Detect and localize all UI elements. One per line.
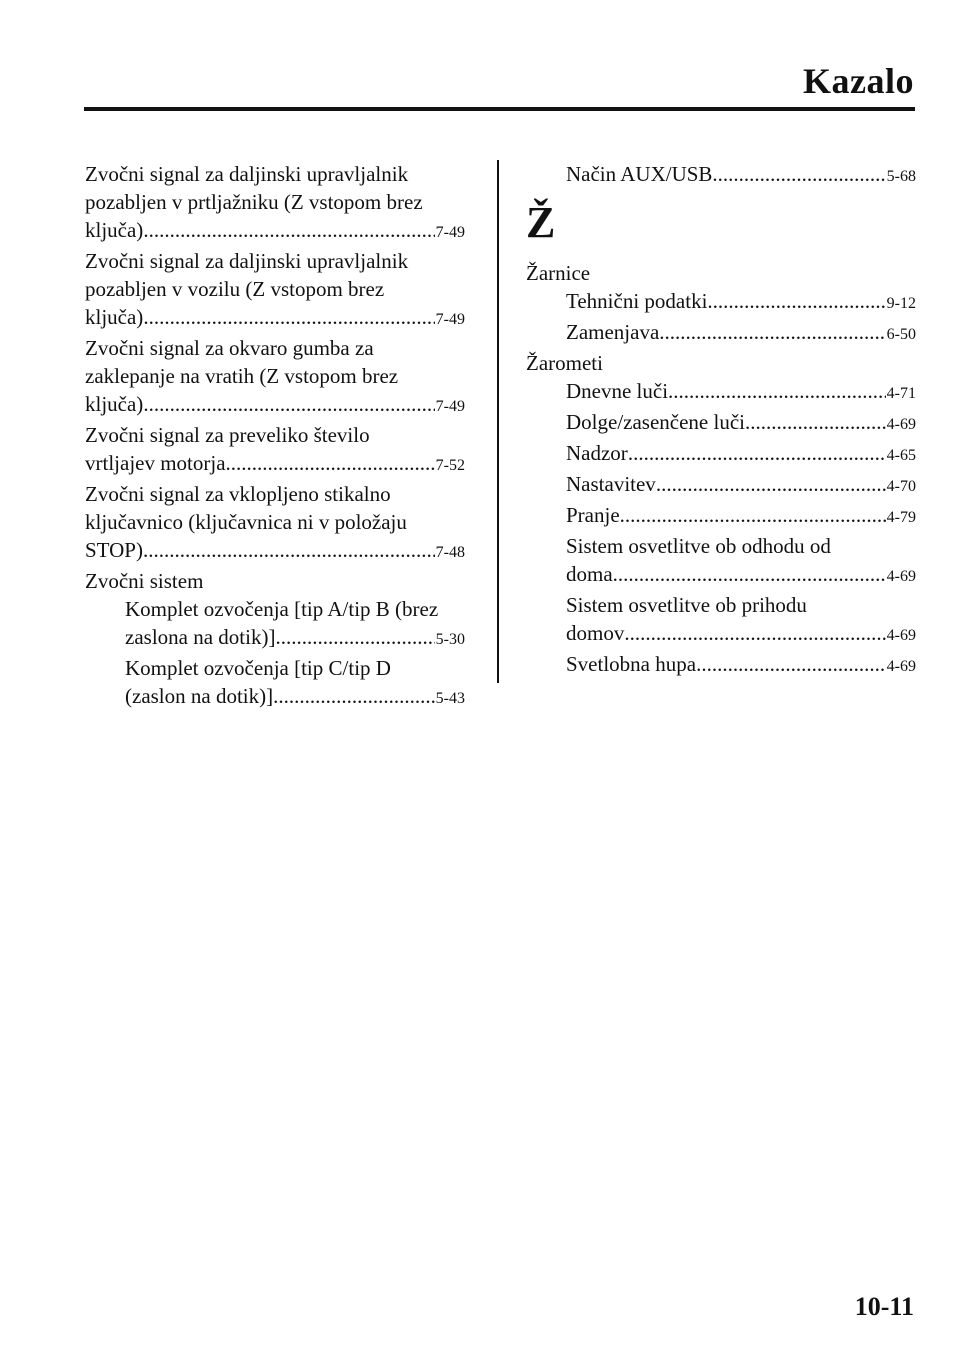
page-reference: 4-70 xyxy=(886,478,916,495)
index-subentry xyxy=(526,532,916,591)
index-entry xyxy=(85,334,465,421)
index-column-right xyxy=(526,160,916,681)
index-letter-heading: Ž xyxy=(526,198,556,247)
index-subentry xyxy=(526,160,916,191)
page-reference: 4-69 xyxy=(886,658,916,675)
page-reference: 4-65 xyxy=(886,447,916,464)
dot-leader xyxy=(628,439,886,467)
page-reference: 4-79 xyxy=(886,509,916,526)
entry-text: Pranje xyxy=(566,503,620,527)
index-subentry xyxy=(526,591,916,650)
entry-last-line xyxy=(85,216,465,247)
page-header-title: Kazalo xyxy=(803,61,914,101)
entry-text-line: Zvočni signal za okvaro gumba za xyxy=(85,336,374,360)
page-reference: 5-30 xyxy=(435,631,465,648)
entry-text: zaslona na dotik)] xyxy=(125,625,276,649)
entry-text-line: pozabljen v vozilu (Z vstopom brez xyxy=(85,277,385,301)
page-reference: 5-68 xyxy=(886,168,916,185)
index-subentry xyxy=(526,650,916,681)
dot-leader xyxy=(707,287,885,315)
page-reference: 7-49 xyxy=(435,398,465,415)
entry-text: Žarometi xyxy=(526,351,603,375)
page-reference: 7-52 xyxy=(435,457,465,474)
entry-last-line xyxy=(85,449,465,480)
entry-last-line xyxy=(85,567,465,595)
index-entry xyxy=(85,247,465,334)
entry-text: (zaslon na dotik)] xyxy=(125,684,274,708)
dot-leader xyxy=(712,160,885,188)
entry-text: ključa) xyxy=(85,392,144,416)
column-divider xyxy=(497,160,499,683)
index-subentry xyxy=(526,501,916,532)
dot-leader xyxy=(143,216,434,244)
entry-text-line: Zvočni signal za preveliko število xyxy=(85,423,370,447)
index-subentry xyxy=(526,439,916,470)
page-number: 10-11 xyxy=(854,1292,914,1321)
entry-text-line: Sistem osvetlitve ob odhodu od xyxy=(566,534,831,558)
entry-text-line: Komplet ozvočenja [tip C/tip D xyxy=(125,656,391,680)
entry-last-line xyxy=(566,439,916,470)
entry-last-line xyxy=(566,318,916,349)
page-reference: 7-49 xyxy=(435,224,465,241)
dot-leader xyxy=(275,623,434,651)
dot-leader xyxy=(745,408,886,436)
entry-text: Dolge/zasenčene luči xyxy=(566,410,745,434)
index-subentry xyxy=(526,470,916,501)
index-subentry xyxy=(526,287,916,318)
dot-leader xyxy=(696,650,886,678)
index-subentry xyxy=(526,377,916,408)
entry-text: Zvočni sistem xyxy=(85,569,204,593)
entry-text-line: pozabljen v prtljažniku (Z vstopom brez xyxy=(85,190,423,214)
page-reference: 4-69 xyxy=(886,568,916,585)
entry-text: ključa) xyxy=(85,305,144,329)
entry-text-line: Zvočni signal za daljinski upravljalnik xyxy=(85,162,409,186)
entry-last-line xyxy=(526,349,916,377)
entry-last-line xyxy=(85,390,465,421)
entry-text: Žarnice xyxy=(526,261,591,285)
page-reference: 4-69 xyxy=(886,416,916,433)
entry-last-line xyxy=(566,470,916,501)
entry-last-line xyxy=(566,560,916,591)
entry-text-line: ključavnico (ključavnica ni v položaju xyxy=(85,510,407,534)
entry-text: Nastavitev xyxy=(566,472,656,496)
index-column-left xyxy=(85,160,465,713)
dot-leader xyxy=(143,303,434,331)
index-subentry xyxy=(526,408,916,439)
entry-text-line: Zvočni signal za vklopljeno stikalno xyxy=(85,482,391,506)
entry-last-line xyxy=(566,501,916,532)
entry-text: Dnevne luči xyxy=(566,379,669,403)
entry-last-line xyxy=(566,287,916,318)
index-subentry xyxy=(85,654,465,713)
entry-text: Tehnični podatki xyxy=(566,289,708,313)
entry-last-line xyxy=(526,259,916,287)
dot-leader xyxy=(656,470,886,498)
dot-leader xyxy=(613,560,886,588)
header-rule xyxy=(84,107,915,111)
dot-leader xyxy=(226,449,435,477)
entry-text-line: Zvočni signal za daljinski upravljalnik xyxy=(85,249,409,273)
entry-text-line: Komplet ozvočenja [tip A/tip B (brez xyxy=(125,597,439,621)
dot-leader xyxy=(659,318,885,346)
entry-text: ključa) xyxy=(85,218,144,242)
entry-text-line: zaklepanje na vratih (Z vstopom brez xyxy=(85,364,399,388)
page-reference: 4-69 xyxy=(886,627,916,644)
page-reference: 4-71 xyxy=(886,385,916,402)
index-entry xyxy=(85,421,465,480)
index-entry xyxy=(526,259,916,287)
entry-text: Svetlobna hupa xyxy=(566,652,697,676)
index-entry xyxy=(85,160,465,247)
entry-text: Nadzor xyxy=(566,441,628,465)
index-entry xyxy=(85,480,465,567)
index-subentry xyxy=(85,595,465,654)
entry-last-line xyxy=(125,682,465,713)
entry-text: Zamenjava xyxy=(566,320,660,344)
entry-last-line xyxy=(566,650,916,681)
dot-leader xyxy=(273,682,435,710)
dot-leader xyxy=(668,377,886,405)
index-entry xyxy=(85,567,465,595)
entry-text: Način AUX/USB xyxy=(566,162,713,186)
dot-leader xyxy=(620,501,886,529)
dot-leader xyxy=(143,536,435,564)
page-reference: 7-49 xyxy=(435,311,465,328)
entry-text: STOP) xyxy=(85,538,143,562)
entry-last-line xyxy=(566,408,916,439)
page-reference: 7-48 xyxy=(435,544,465,561)
entry-last-line xyxy=(85,536,465,567)
entry-text: doma xyxy=(566,562,613,586)
entry-last-line xyxy=(125,623,465,654)
dot-leader xyxy=(143,390,434,418)
page-reference: 6-50 xyxy=(886,326,916,343)
index-entry xyxy=(526,349,916,377)
entry-text: vrtljajev motorja xyxy=(85,451,226,475)
entry-text: domov xyxy=(566,621,625,645)
entry-last-line xyxy=(566,619,916,650)
page-reference: 5-43 xyxy=(435,690,465,707)
entry-last-line xyxy=(85,303,465,334)
index-subentry xyxy=(526,318,916,349)
entry-text-line: Sistem osvetlitve ob prihodu xyxy=(566,593,807,617)
dot-leader xyxy=(624,619,885,647)
page-reference: 9-12 xyxy=(886,295,916,312)
entry-last-line xyxy=(566,377,916,408)
entry-last-line xyxy=(566,160,916,191)
